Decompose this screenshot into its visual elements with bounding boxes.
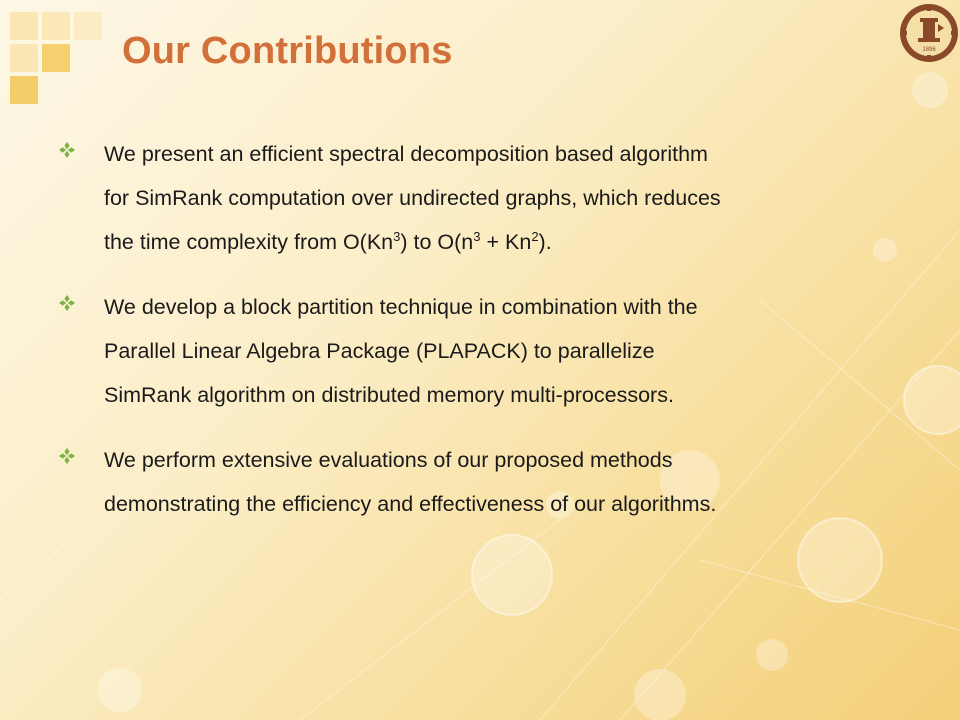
corner-square — [10, 76, 38, 104]
bullet-text: We perform extensive evaluations of our proposed methods demonstrating the efficiency and effectiveness of our algorithms. — [104, 448, 717, 516]
bullet-list — [58, 132, 888, 526]
slide-title: Our Contributions — [122, 30, 453, 72]
bullet-item — [58, 285, 888, 417]
diamond-bullet-icon — [58, 294, 76, 312]
corner-square — [74, 12, 102, 40]
corner-square — [42, 44, 70, 72]
diamond-bullet-icon — [58, 141, 76, 159]
university-emblem-icon — [898, 2, 960, 64]
corner-square — [10, 44, 38, 72]
bullet-item — [58, 132, 888, 264]
bullet-text: We present an efficient spectral decomposition based algorithm for SimRank computation over undirected graphs, which reduces the time complexity from O(Kn$^3$) to $O(n^3 + Kn^2)$. — [104, 142, 721, 254]
svg-text:1896: 1896 — [922, 47, 936, 53]
bullet-item — [58, 438, 888, 526]
corner-square — [42, 12, 70, 40]
diamond-bullet-icon — [58, 447, 76, 465]
corner-square — [10, 12, 38, 40]
bullet-text: We develop a block partition technique in combination with the Parallel Linear Algebra Package (PLAPACK) to parallelize SimRank algorithm on distributed memory multi-processors. — [104, 295, 698, 407]
